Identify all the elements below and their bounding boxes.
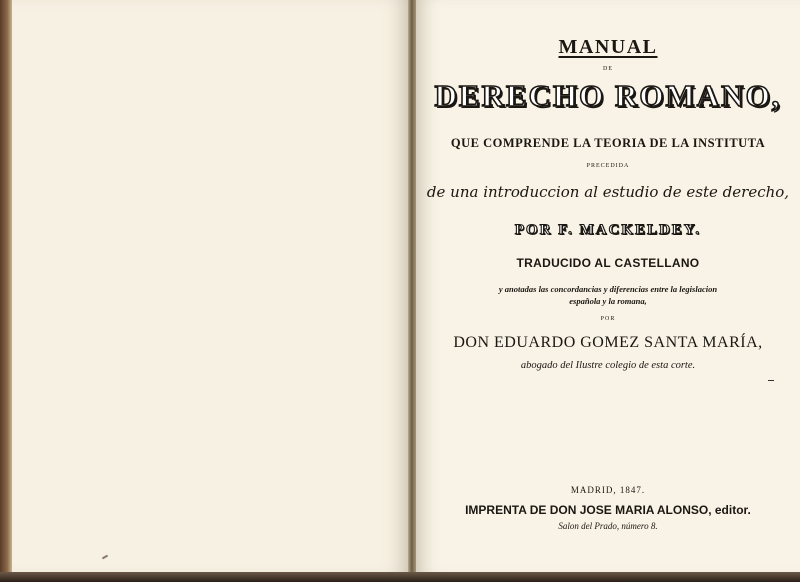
blank-left-page xyxy=(12,0,410,574)
title-manual: MANUAL xyxy=(558,36,658,58)
printer-line: IMPRENTA DE DON JOSE MARIA ALONSO, editor. xyxy=(465,503,751,517)
subtitle-precedida: PRECEDIDA xyxy=(586,163,630,169)
author-line: POR F. MACKELDEY. xyxy=(514,222,702,238)
annotated-line-2: española y la romana, xyxy=(569,296,647,306)
book-gutter xyxy=(408,0,416,574)
title-page xyxy=(416,0,800,574)
subtitle-introduccion: de una introduccion al estudio de este derecho, xyxy=(426,183,790,201)
title-de: DE xyxy=(603,66,613,72)
book-edge-bottom xyxy=(0,572,800,582)
subtitle-que-comprende: QUE COMPRENDE LA TEORIA DE LA INSTITUTA xyxy=(450,136,766,150)
translator-name: DON EDUARDO GOMEZ SANTA MARÍA, xyxy=(453,334,763,351)
translator-role: abogado del Ilustre colegio de esta corte. xyxy=(520,360,696,371)
place-date: MADRID, 1847. xyxy=(570,485,646,495)
title-derecho-romano: DERECHO ROMANO, xyxy=(434,78,782,113)
por-label: POR xyxy=(600,316,616,322)
ink-mark xyxy=(768,380,774,381)
annotated-line-1: y anotadas las concordancias y diferencias entre la legislacion xyxy=(498,284,718,294)
translated-line: TRADUCIDO AL CASTELLANO xyxy=(516,256,700,270)
book-edge-left xyxy=(0,0,12,582)
paper-speck xyxy=(102,555,108,560)
printer-address: Salon del Prado, número 8. xyxy=(558,521,658,531)
